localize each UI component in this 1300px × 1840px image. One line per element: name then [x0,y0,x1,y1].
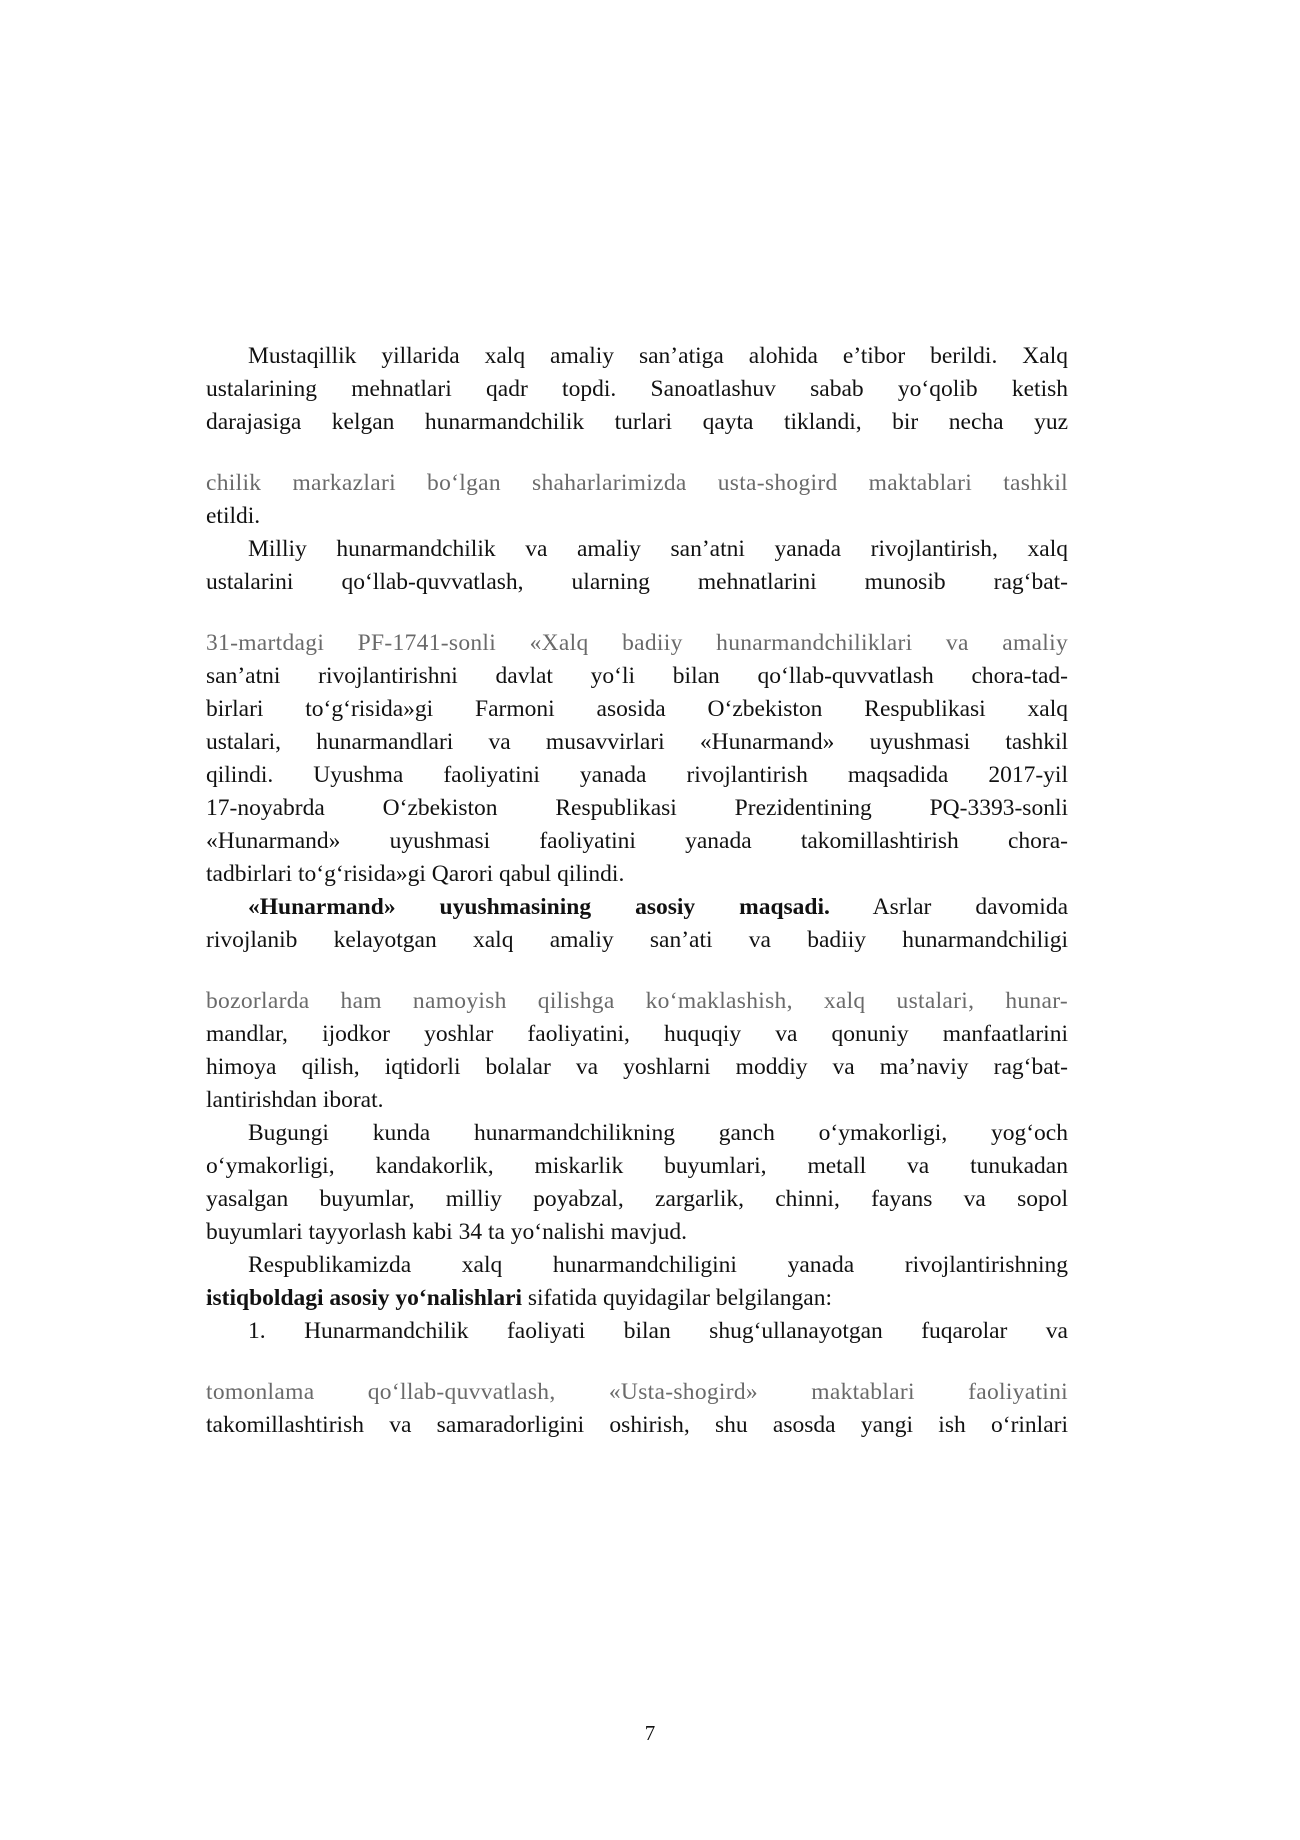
text-span: Asrlar davomida [829,894,1068,920]
text-line: mandlar, ijodkor yoshlar faoliyatini, huquqiy va qonuniy manfaatlarini [206,1021,1068,1047]
text-line: yasalgan buyumlar, milliy poyabzal, zargarlik, chinni, fayans va sopol [206,1186,1068,1212]
bold-phrase: istiqboldagi asosiy yo‘nalishlari [206,1285,523,1311]
text-line: Milliy hunarmandchilik va amaliy san’atni yanada rivojlantirish, xalq [248,536,1068,562]
text-line: qilindi. Uyushma faoliyatini yanada rivojlantirish maqsadida 2017-yil [206,762,1068,788]
bold-heading: «Hunarmand» uyushmasining asosiy maqsadi. [248,894,830,920]
text-span: sifatida quyidagilar belgilangan: [522,1285,833,1311]
text-line: takomillashtirish va samaradorligini oshirish, shu asosda yangi ish o‘rinlari [206,1412,1068,1438]
text-line: buyumlari tayyorlash kabi 34 ta yo‘nalishi mavjud. [206,1219,688,1245]
missing-line-gap [206,1348,1068,1376]
text-line: Bugungi kunda hunarmandchilikning ganch o‘ymakorligi, yog‘och [248,1120,1068,1146]
faded-text-line: 31-martdagi PF-1741-sonli «Xalq badiiy hunarmandchiliklari va amaliy [206,630,1068,656]
faded-text-line: tomonlama qo‘llab-quvvatlash, «Usta-shogird» maktablari faoliyatini [206,1379,1068,1405]
text-line: ustalarining mehnatlari qadr topdi. Sanoatlashuv sabab yo‘qolib ketish [206,376,1068,402]
faded-text-line: bozorlarda ham namoyish qilishga ko‘maklashish, xalq ustalari, hunar- [206,988,1068,1014]
text-line: «Hunarmand» uyushmasi faoliyatini yanada takomillashtirish chora- [206,828,1068,854]
faded-text-line: chilik markazlari bo‘lgan shaharlarimizda usta-shogird maktablari tashkil [206,470,1068,496]
text-line: 1. Hunarmandchilik faoliyati bilan shug‘ullanayotgan fuqarolar va [248,1318,1068,1344]
text-line [206,891,1068,924]
text-line [206,1282,1068,1315]
page-number: 7 [644,1721,656,1745]
page-body [206,340,1068,1442]
text-line: ustalari, hunarmandlari va musavvirlari «Hunarmand» uyushmasi tashkil [206,729,1068,755]
text-line: san’atni rivojlantirishni davlat yo‘li bilan qo‘llab-quvvatlash chora-tad- [206,663,1068,689]
missing-line-gap [206,439,1068,467]
text-line: darajasiga kelgan hunarmandchilik turlari qayta tiklandi, bir necha yuz [206,409,1068,435]
text-line: lantirishdan iborat. [206,1087,384,1113]
text-line: 17-noyabrda O‘zbekiston Respublikasi Prezidentining PQ-3393-sonli [206,795,1068,821]
text-line: Mustaqillik yillarida xalq amaliy san’atiga alohida e’tibor berildi. Xalq [248,343,1068,369]
text-line: etildi. [206,503,261,529]
text-line: birlari to‘g‘risida»gi Farmoni asosida O‘zbekiston Respublikasi xalq [206,696,1068,722]
text-line: rivojlanib kelayotgan xalq amaliy san’ati va badiiy hunarmandchiligi [206,927,1068,953]
text-line: o‘ymakorligi, kandakorlik, miskarlik buyumlari, metall va tunukadan [206,1153,1068,1179]
text-line: himoya qilish, iqtidorli bolalar va yoshlarni moddiy va ma’naviy rag‘bat- [206,1054,1068,1080]
missing-line-gap [206,957,1068,985]
missing-line-gap [206,599,1068,627]
text-line: Respublikamizda xalq hunarmandchiligini yanada rivojlantirishning [248,1252,1068,1278]
text-line: tadbirlari to‘g‘risida»gi Qarori qabul qilindi. [206,861,625,887]
text-line: ustalarini qo‘llab-quvvatlash, ularning mehnatlarini munosib rag‘bat- [206,569,1068,595]
